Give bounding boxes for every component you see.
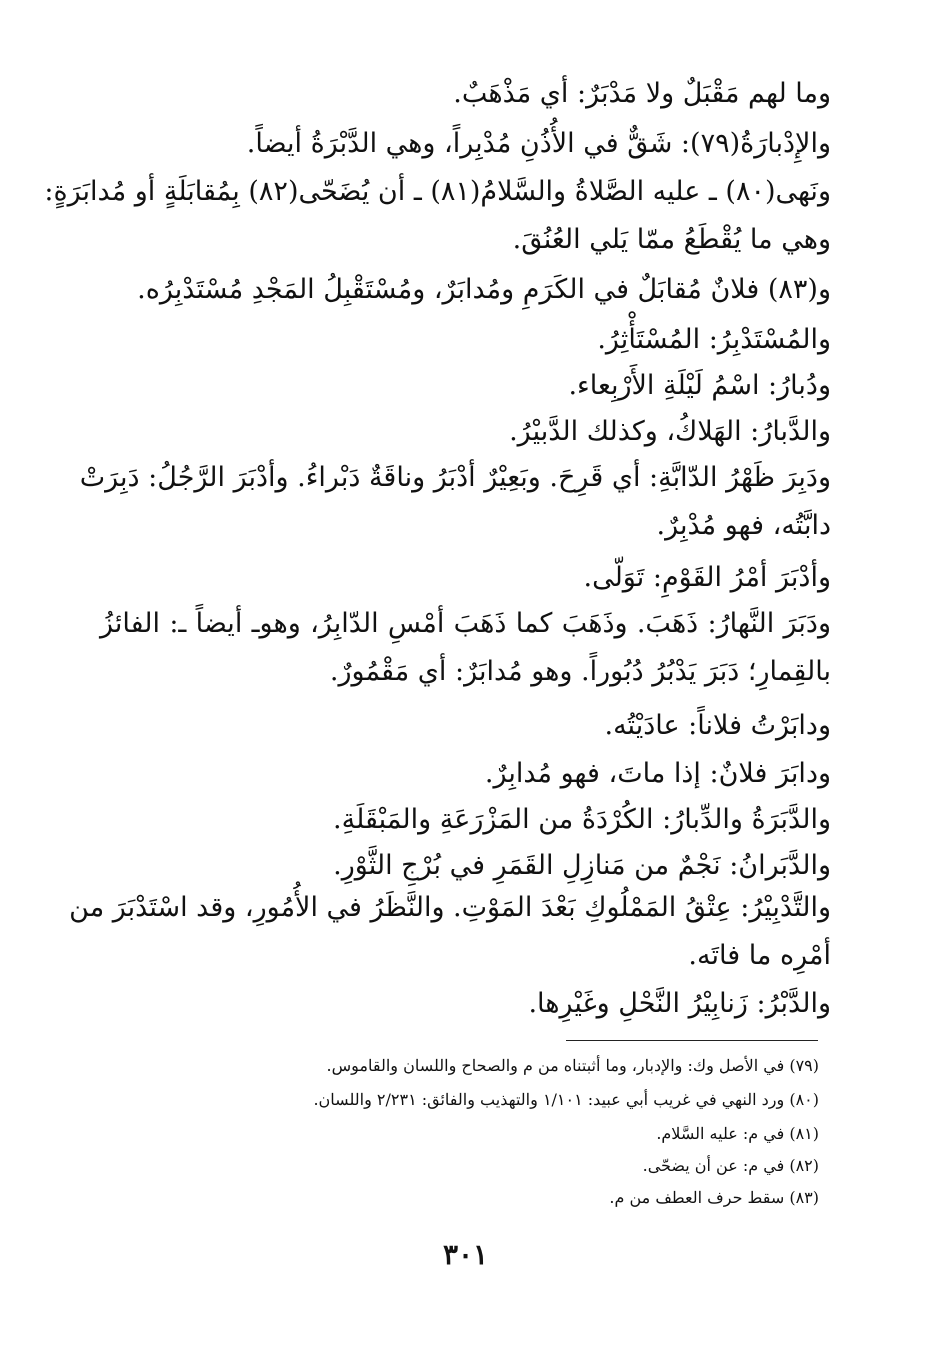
text-line-3: ونَهى(٨٠) ـ عليه الصَّلاةُ والسَّلامُ(٨١) ـ أن يُضَحّى(٨٢) بِمُقابَلَةٍ أو مُدابَرَةٍ: bbox=[44, 176, 831, 207]
text-line-1: وما لهم مَقْبَلٌ ولا مَدْبَرٌ: أي مَذْهَبٌ. bbox=[453, 78, 831, 109]
text-line-9: ودَبِرَ ظَهْرُ الدّابَّةِ: أي قَرِحَ. وبَعِيْرٌ أدْبَرُ وناقَةٌ دَبْراءُ. وأدْبَرَ الرَّجُلُ: دَبِرَتْ bbox=[79, 462, 831, 493]
text-line-20: والدَّبْرُ: زَنابِيْرُ النَّحْلِ وغَيْرِها. bbox=[528, 988, 831, 1019]
text-line-18: والتَّدْبِيْرُ: عِتْقُ المَمْلُوكِ بَعْدَ المَوْتِ. والنَّظَرُ في الأُمُورِ، وقد اسْتَدْبَرَ من bbox=[69, 892, 831, 923]
text-line-2: والإِدْبارَةُ(٧٩): شَقٌّ في الأُذُنِ مُدْبِراً، وهي الدَّبْرَةُ أيضاً. bbox=[246, 128, 831, 159]
text-line-14: ودابَرْتُ فلاناً: عادَيْتُه. bbox=[604, 710, 831, 741]
text-line-10: دابَّتُه، فهو مُدْبِرٌ. bbox=[656, 510, 831, 541]
footnote-separator bbox=[566, 1040, 818, 1041]
text-line-6: والمُسْتَدْبِرُ: المُسْتَأْثِرُ. bbox=[597, 324, 831, 355]
text-line-11: وأدْبَرَ أمْرُ القَوْمِ: تَوَلّى. bbox=[583, 562, 831, 593]
text-line-17: والدَّبَرانُ: نَجْمٌ من مَنازِلِ القَمَرِ في بُرْجِ الثَّوْرِ. bbox=[333, 850, 831, 881]
footnote-83: (٨٣) سقط حرف العطف من م. bbox=[609, 1188, 819, 1207]
text-line-8: والدَّبارُ: الهَلاكُ، وكذلك الدَّبيْرُ. bbox=[509, 416, 831, 447]
text-line-12: ودَبَرَ النَّهارُ: ذَهَبَ. وذَهَبَ كما ذَهَبَ أمْسِ الدّابِرُ، وهوـ أيضاً ـ: الفائزُ bbox=[100, 608, 831, 639]
text-line-19: أمْرِه ما فاتَه. bbox=[688, 940, 831, 971]
text-line-15: ودابَرَ فلانٌ: إذا ماتَ، فهو مُدابِرٌ. bbox=[484, 758, 831, 789]
footnote-79: (٧٩) في الأصل وك: والإدبار، وما أثبتناه من م والصحاح واللسان والقاموس. bbox=[326, 1056, 819, 1075]
text-line-4: وهي ما يُقْطَعُ ممّا يَلي العُنُقَ. bbox=[512, 224, 831, 255]
text-line-5: و(٨٣) فلانٌ مُقابَلٌ في الكَرَمِ ومُدابَرٌ، ومُسْتَقْبِلُ المَجْدِ مُسْتَدْبِرُه. bbox=[137, 274, 831, 305]
text-line-16: والدَّبَرَةُ والدِّبارُ: الكُرْدَةُ من المَزْرَعَةِ والمَبْقَلَةِ. bbox=[333, 804, 831, 835]
page-number: ٣٠١ bbox=[442, 1238, 489, 1271]
footnote-82: (٨٢) في م: عن أن يضحّى. bbox=[642, 1156, 819, 1175]
footnote-80: (٨٠) ورد النهي في غريب أبي عبيد: ١/١٠١ والتهذيب والفائق: ٢/٢٣١ واللسان. bbox=[313, 1090, 819, 1109]
footnote-81: (٨١) في م: عليه السَّلام. bbox=[656, 1124, 819, 1143]
text-line-13: بالقِمارِ؛ دَبَرَ يَدْبُرُ دُبُوراً. وهو مُدابَرٌ: أي مَقْمُورٌ. bbox=[329, 656, 831, 687]
text-line-7: ودُبارُ: اسْمُ لَيْلَةِ الأَرْبِعاء. bbox=[568, 370, 831, 401]
